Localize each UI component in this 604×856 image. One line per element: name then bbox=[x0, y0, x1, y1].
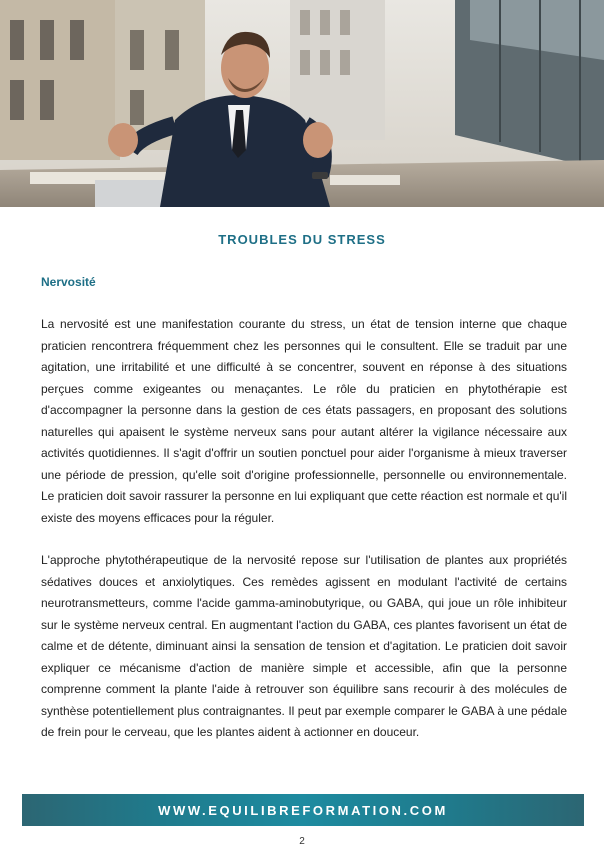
body-paragraph-2: L'approche phytothérapeutique de la nervosité repose sur l'utilisation de plantes aux propriétés sédatives douces et anxiolytiques. Ces remèdes agissent en modulant l'activité de certains neurotransmetteurs, comme l'acide gamma-aminobutyrique, ou GABA, qui joue un rôle inhibiteur sur le système nerveux central. En augmentant l'action du GABA, ces plantes favorisent un état de calme et de détente, diminuant ainsi la sensation de tension et d'agitation. Le praticien doit savoir expliquer ce mécanisme d'action de manière simple et accessible, afin que la personne comprenne comment la plante l'aide à retrouver son équilibre sans recourir à des molécules de synthèse potentiellement plus contraignantes. Il peut par exemple comparer le GABA à une pédale de frein pour le cerveau, que les plantes aident à actionner en douceur. bbox=[41, 553, 567, 739]
section-subtitle: Nervosité bbox=[41, 275, 96, 289]
hero-photo bbox=[0, 0, 604, 207]
stressed-businessman-illustration bbox=[0, 0, 604, 207]
website-link[interactable]: WWW.EQUILIBREFORMATION.COM bbox=[158, 802, 448, 818]
footer-banner bbox=[22, 794, 584, 826]
page-title: TROUBLES DU STRESS bbox=[218, 232, 386, 247]
page-number: 2 bbox=[299, 836, 305, 847]
body-paragraph-1: La nervosité est une manifestation courante du stress, un état de tension interne que chaque praticien rencontrera fréquemment chez les personnes qui le consultent. Elle se traduit par une agitation, une irritabilité et une difficulté à se concentrer, souvent en réponse à des situations perçues comme exigeantes ou menaçantes. Le rôle du praticien en phytothérapie est d'accompagner la personne dans la gestion de ces états passagers, en proposant des solutions naturelles qui apaisent le système nerveux sans pour autant altérer la vigilance nécessaire aux activités quotidiennes. Il s'agit d'offrir un soutien ponctuel pour aider l'organisme à mieux traverser une période de pression, qu'elle soit d'origine professionnelle, personnelle ou environnementale. Le praticien doit savoir rassurer la personne en lui expliquant que cette réaction est normale et qu'il existe des moyens efficaces pour la réguler. bbox=[41, 317, 567, 525]
